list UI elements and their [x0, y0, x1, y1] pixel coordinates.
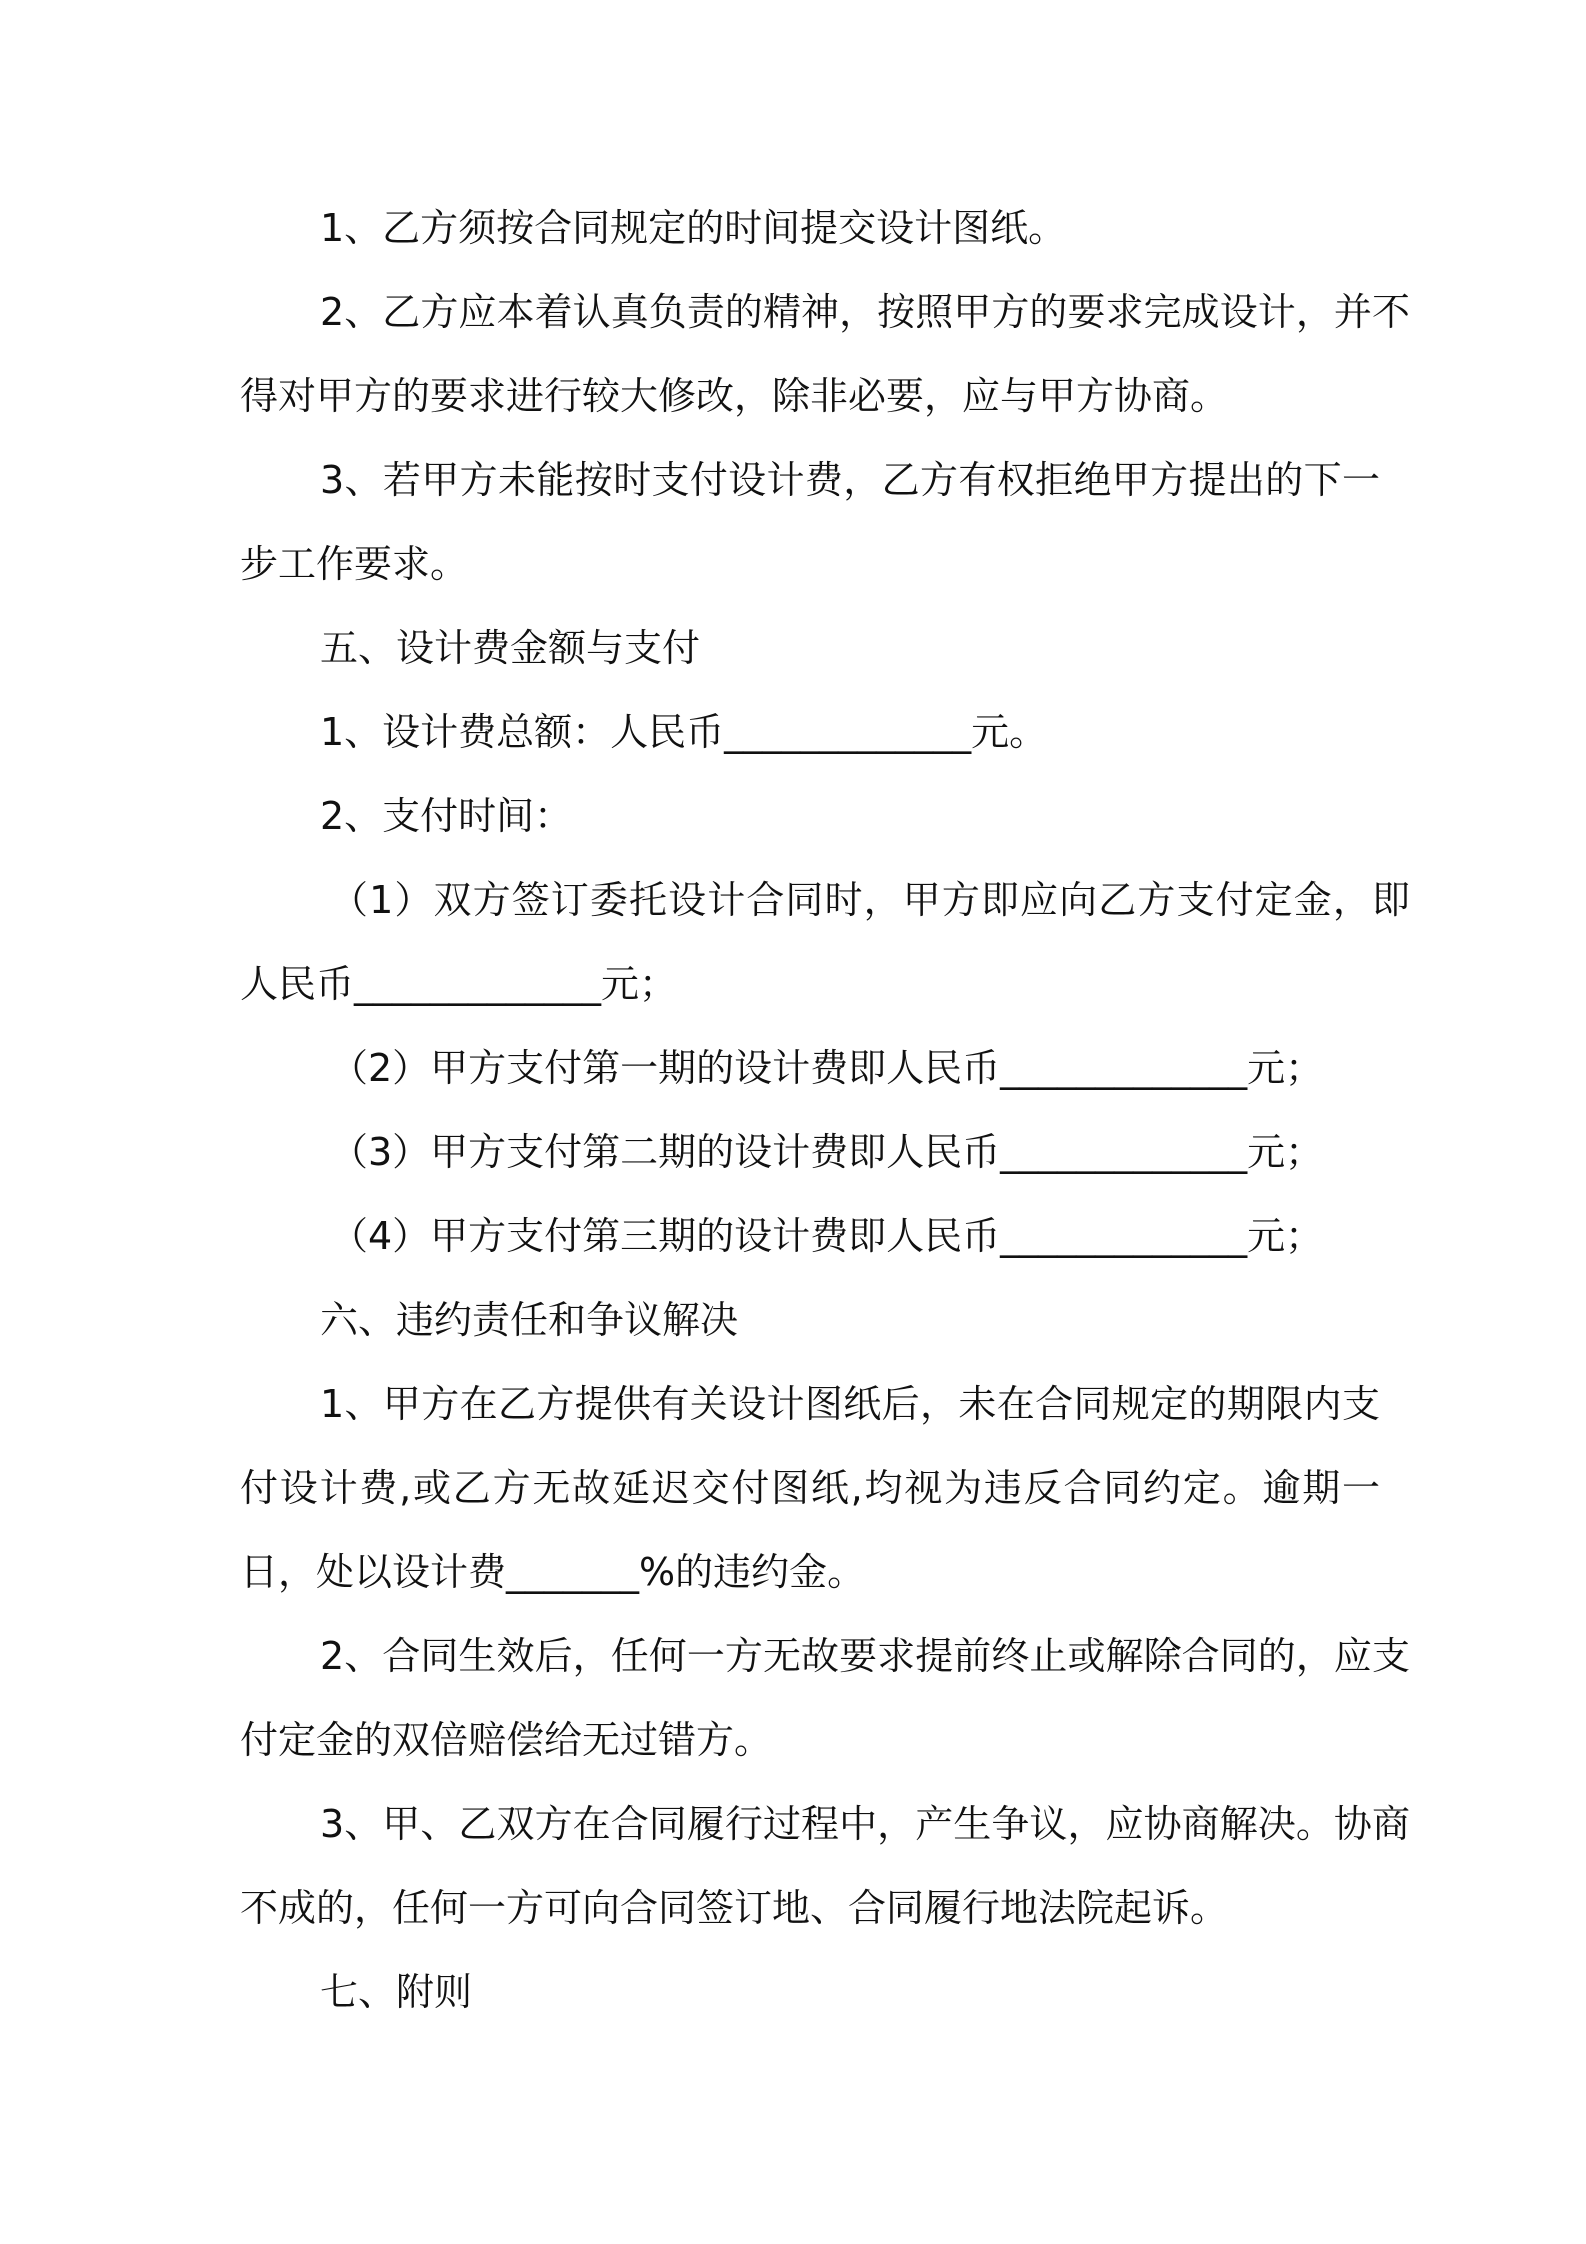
clause-6-3: 3、甲、乙双方在合同履行过程中，产生争议，应协商解决。协商不成的，任何一方可向合同签订地、合同履行地法院起诉。: [240, 1802, 1410, 1930]
clause-5-1: 1、设计费总额：人民币_____________元。: [320, 710, 1048, 754]
section-7-heading: 七、附则: [320, 1970, 473, 2014]
section-5-heading: 五、设计费金额与支付: [320, 626, 701, 670]
clause-6-1: 1、甲方在乙方提供有关设计图纸后，未在合同规定的期限内支付设计费,或乙方无故延迟交付图纸,均视为违反合同约定。逾期一日，处以设计费_______%的违约金。: [240, 1382, 1380, 1594]
clause-4-3: 3、若甲方未能按时支付设计费，乙方有权拒绝甲方提出的下一步工作要求。: [240, 458, 1380, 586]
payment-item-4: （4）甲方支付第三期的设计费即人民币_____________元；: [330, 1214, 1324, 1258]
clause-4-1: 1、乙方须按合同规定的时间提交设计图纸。: [320, 206, 1067, 250]
section-6-heading: 六、违约责任和争议解决: [320, 1298, 739, 1342]
payment-item-1: （1）双方签订委托设计合同时，甲方即应向乙方支付定金，即人民币_____________元；: [240, 878, 1410, 1006]
payment-item-2: （2）甲方支付第一期的设计费即人民币_____________元；: [330, 1046, 1324, 1090]
payment-item-3: （3）甲方支付第二期的设计费即人民币_____________元；: [330, 1130, 1324, 1174]
clause-4-2: 2、乙方应本着认真负责的精神，按照甲方的要求完成设计，并不得对甲方的要求进行较大修改，除非必要，应与甲方协商。: [240, 290, 1410, 418]
clause-5-2: 2、支付时间：: [320, 794, 573, 838]
clause-6-2: 2、合同生效后，任何一方无故要求提前终止或解除合同的，应支付定金的双倍赔偿给无过错方。: [240, 1634, 1410, 1762]
